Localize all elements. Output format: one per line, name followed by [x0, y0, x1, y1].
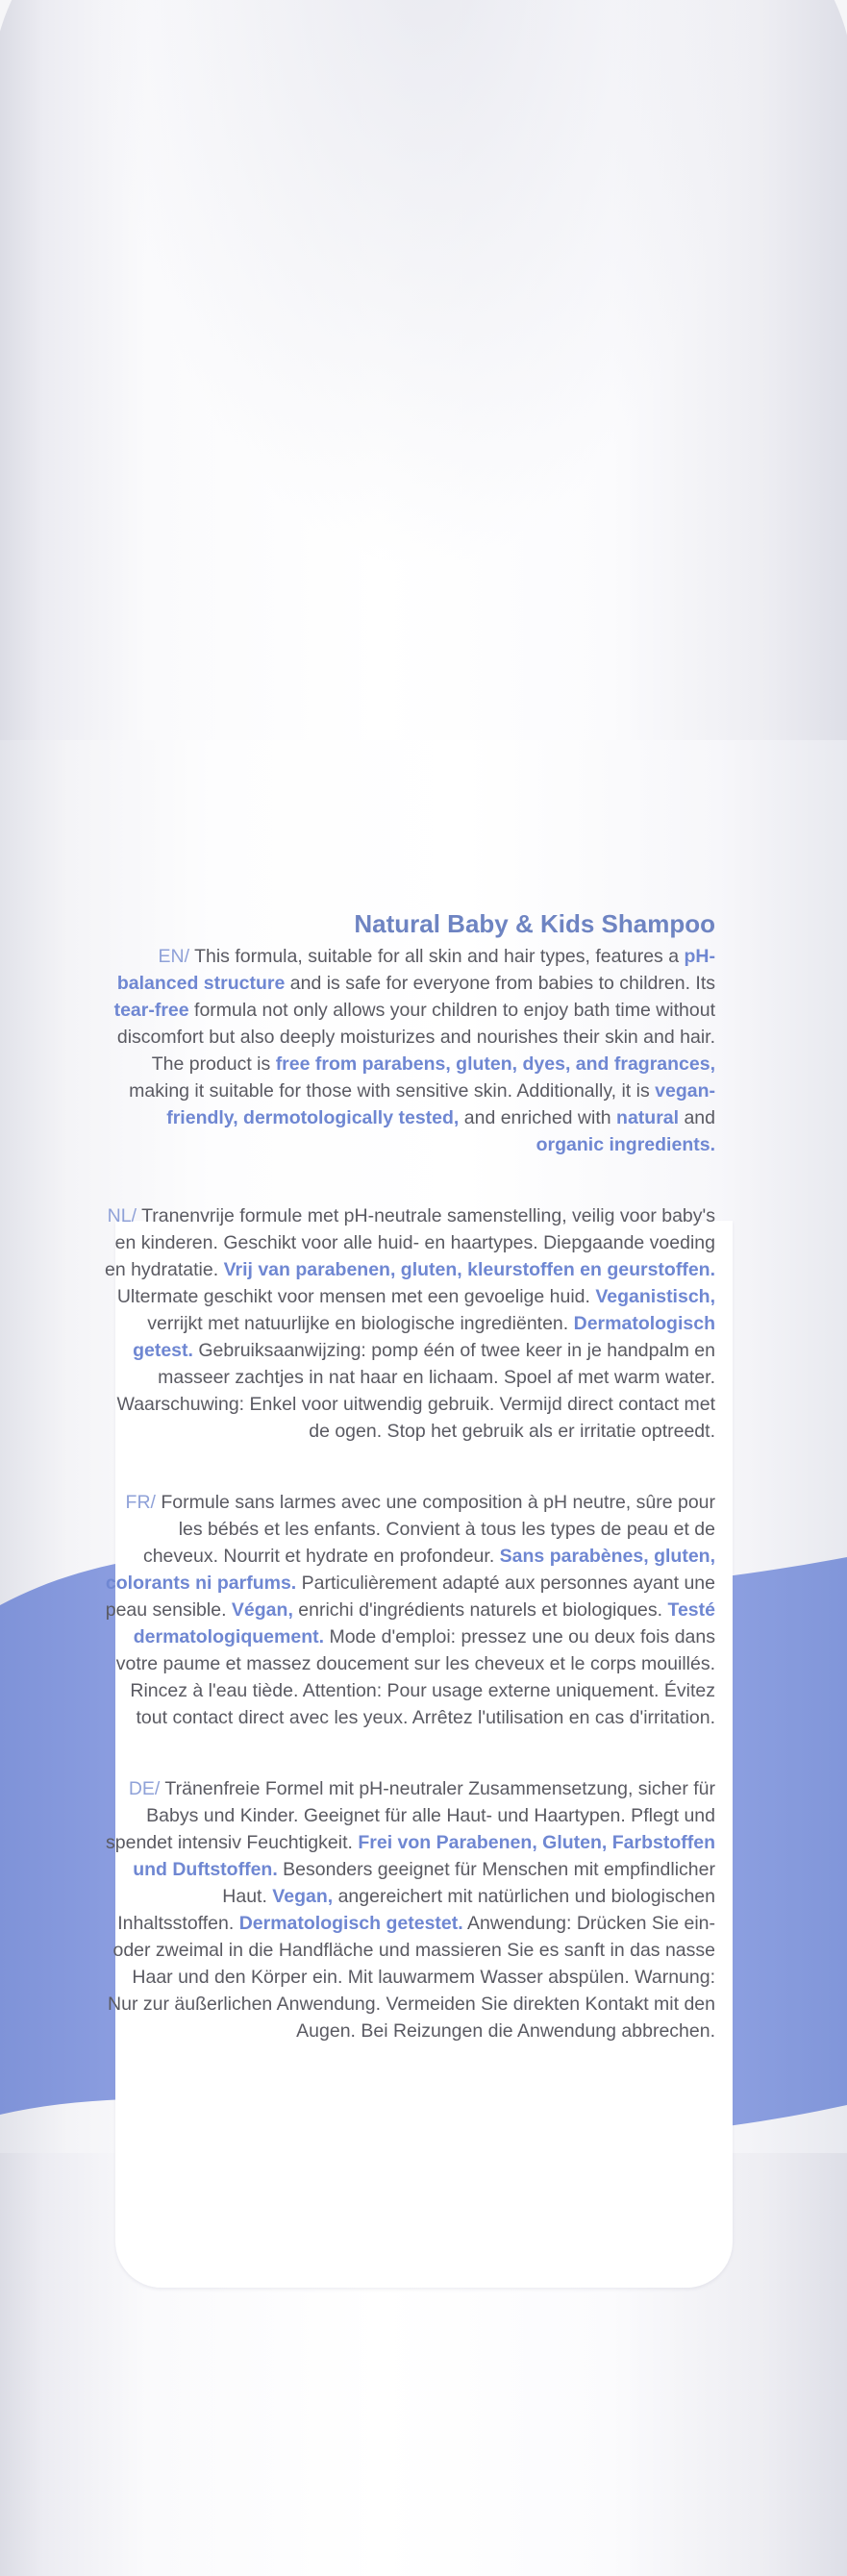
highlight-text: Végan, [231, 1599, 293, 1621]
highlight-text: organic ingredients. [536, 1134, 715, 1155]
highlight-text: natural [616, 1107, 680, 1128]
highlight-text: free from parabens, gluten, dyes, and fragrances, [275, 1053, 715, 1075]
body-text: enrichi d'ingrédients naturels et biologiques. [292, 1599, 668, 1621]
language-code: EN/ [158, 946, 190, 967]
highlight-text: tear-free [113, 1000, 189, 1021]
language-code: NL/ [107, 1205, 137, 1226]
body-text: Ultermate geschikt voor mensen met een gevoelige huid. [116, 1286, 596, 1307]
body-text: Tränenfreie Formel mit pH-neutraler Zusammensetzung, sicher für Babys und Kinder. Geeignet für alle Haut- und Haartypen. Pflegt und spendet intensiv Feuchtigkeit. [106, 1778, 715, 1853]
body-text: Formule sans larmes avec une composition à pH neutre, sûre pour les bébés et les enfants. Convient à tous les types de peau et de cheveux. Nourrit et hydrate en profondeur. [142, 1492, 715, 1567]
body-text: Mode d'emploi: pressez une ou deux fois dans votre paume et massez doucement sur les cheveux et le corps mouillés. Rincez à l'eau tiède. Attention: Pour usage externe uniquement. Évitez tout contact direct avec les yeux. Arrêtez l'utilisation en cas d'irritation. [115, 1626, 715, 1728]
highlight-text: Testé dermatologiquement. [133, 1599, 715, 1647]
product-title: Natural Baby & Kids Shampoo [354, 909, 715, 938]
body-text: Besonders geeignet für Menschen mit empfindlicher Haut. [222, 1859, 715, 1907]
body-text: Tranenvrije formule met pH-neutrale samenstelling, veilig voor baby's en kinderen. Geschikt voor alle huid- en haartypes. Diepgaande voeding en hydratatie. [104, 1205, 715, 1280]
language-code: DE/ [128, 1778, 161, 1799]
body-text: verrijkt met natuurlijke en biologische ingrediënten. [147, 1313, 574, 1334]
highlight-text: vegan-friendly, dermotologically tested, [166, 1080, 715, 1128]
highlight-text: Dermatologisch getestet. [238, 1913, 463, 1934]
body-text: making it suitable for those with sensitive skin. Additionally, it is [129, 1080, 656, 1102]
body-text: angereichert mit natürlichen und biologischen Inhaltsstoffen. [117, 1886, 715, 1934]
language-code: FR/ [125, 1492, 156, 1513]
body-text: and [679, 1107, 715, 1128]
body-text: formula not only allows your children to enjoy bath time without discomfort but also deeply moisturizes and nourishes their skin and hair. The product is [116, 1000, 715, 1075]
highlight-text: Dermatologisch getest. [133, 1313, 715, 1361]
highlight-text: Vegan, [272, 1886, 334, 1907]
section-nl [102, 1202, 715, 1445]
label-text [102, 908, 715, 2089]
highlight-text: Frei von Parabenen, Gluten, Farbstoffen und Duftstoffen. [133, 1832, 715, 1880]
section-en [102, 943, 715, 1158]
highlight-text: Sans parabènes, gluten, colorants ni parfums. [105, 1546, 715, 1594]
section-fr [102, 1489, 715, 1731]
body-text: and is safe for everyone from babies to children. Its [285, 973, 715, 994]
highlight-text: Veganistisch, [595, 1286, 715, 1307]
highlight-text: Vrij van parabenen, gluten, kleurstoffen en geurstoffen. [223, 1259, 715, 1280]
highlight-text: pH-balanced structure [116, 946, 715, 994]
bottle-shoulder-shading [0, 0, 847, 750]
body-text: Particulièrement adapté aux personnes ayant une peau sensible. [105, 1573, 715, 1621]
body-text: Gebruiksaanwijzing: pomp één of twee keer in je handpalm en masseer zachtjes in nat haar en lichaam. Spoel af met warm water. Waarschuwing: Enkel voor uitwendig gebruik. Vermijd direct contact met de ogen. Stop het gebruik als er irritatie optreedt. [116, 1340, 715, 1442]
body-text: Anwendung: Drücken Sie ein- oder zweimal in die Handfläche und massieren Sie es sanft in das nasse Haar und den Körper ein. Mit lauwarmem Wasser abspülen. Warnung: Nur zur äußerlichen Anwendung. Vermeiden Sie direkten Kontakt mit den Augen. Bei Reizungen die Anwendung abbrechen. [108, 1913, 715, 2042]
body-text: This formula, suitable for all skin and hair types, features a [189, 946, 685, 967]
body-text: and enriched with [459, 1107, 617, 1128]
section-de [102, 1775, 715, 2044]
